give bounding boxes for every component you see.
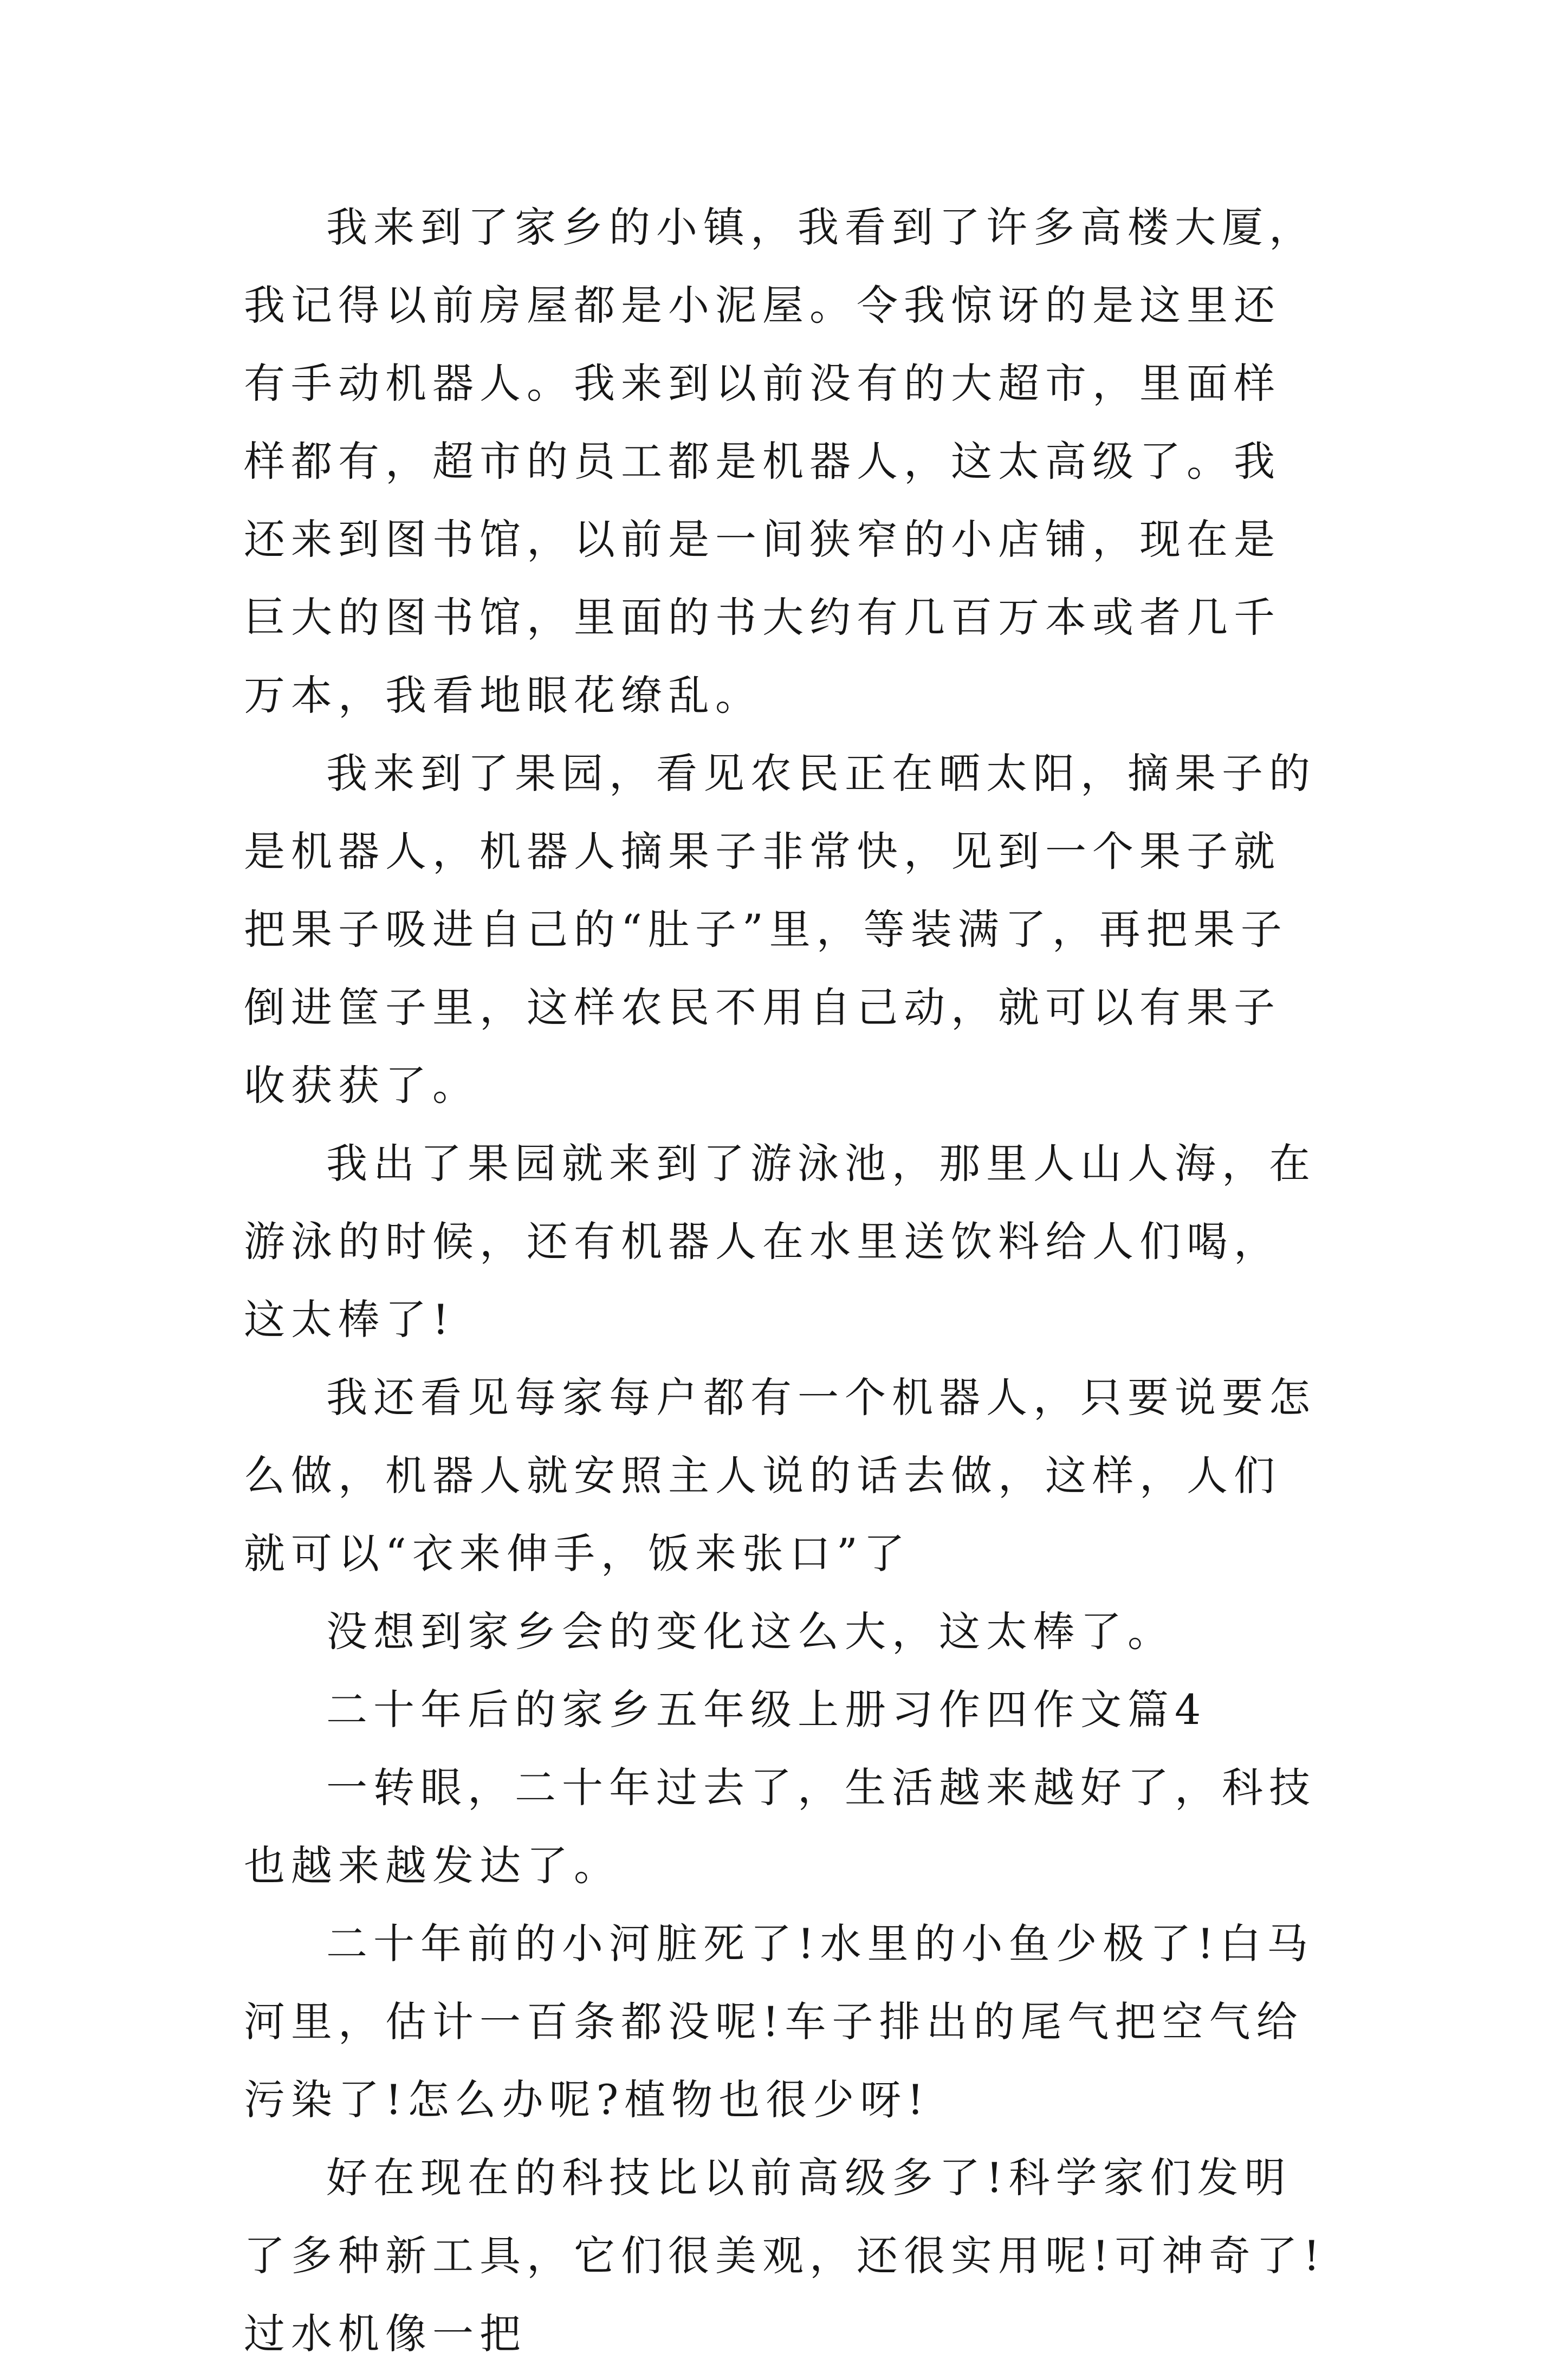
paragraph-5: 没想到家乡会的变化这么大，这太棒了。: [326, 1607, 1175, 1656]
section-heading: 二十年后的家乡五年级上册习作四作文篇4: [326, 1685, 1207, 1734]
paragraph-6: 一转眼，二十年过去了，生活越来越好了，科技也越来越发达了。: [244, 1763, 1316, 1890]
paragraph-2: 我来到了果园，看见农民正在晒太阳，摘果子的是机器人，机器人摘果子非常快，见到一个果子就把果子吸进自己的“肚子”里，等装满了，再把果子倒进筐子里，这样农民不用自己动，就可以有果子收获获了。: [244, 749, 1316, 1110]
document-body: [244, 189, 1327, 2373]
paragraph-1: 我来到了家乡的小镇，我看到了许多高楼大厦，我记得以前房屋都是小泥屋。令我惊讶的是这里还有手动机器人。我来到以前没有的大超市，里面样样都有，超市的员工都是机器人，这太高级了。我还来到图书馆，以前是一间狭窄的小店铺，现在是巨大的图书馆，里面的书大约有几百万本或者几千万本，我看地眼花缭乱。: [244, 203, 1316, 719]
paragraph-8: 好在现在的科技比以前高级多了!科学家们发明了多种新工具，它们很美观，还很实用呢!可神奇了!过水机像一把: [244, 2154, 1326, 2358]
paragraph-4: 我还看见每家每户都有一个机器人，只要说要怎么做，机器人就安照主人说的话去做，这样，人们就可以“衣来伸手，饭来张口”了: [244, 1373, 1316, 1578]
paragraph-7: 二十年前的小河脏死了!水里的小鱼少极了!白马河里，估计一百条都没呢!车子排出的尾气把空气给污染了!怎么办呢?植物也很少呀!: [244, 1920, 1314, 2124]
paragraph-3: 我出了果园就来到了游泳池，那里人山人海，在游泳的时候，还有机器人在水里送饮料给人们喝，这太棒了!: [244, 1139, 1316, 1344]
